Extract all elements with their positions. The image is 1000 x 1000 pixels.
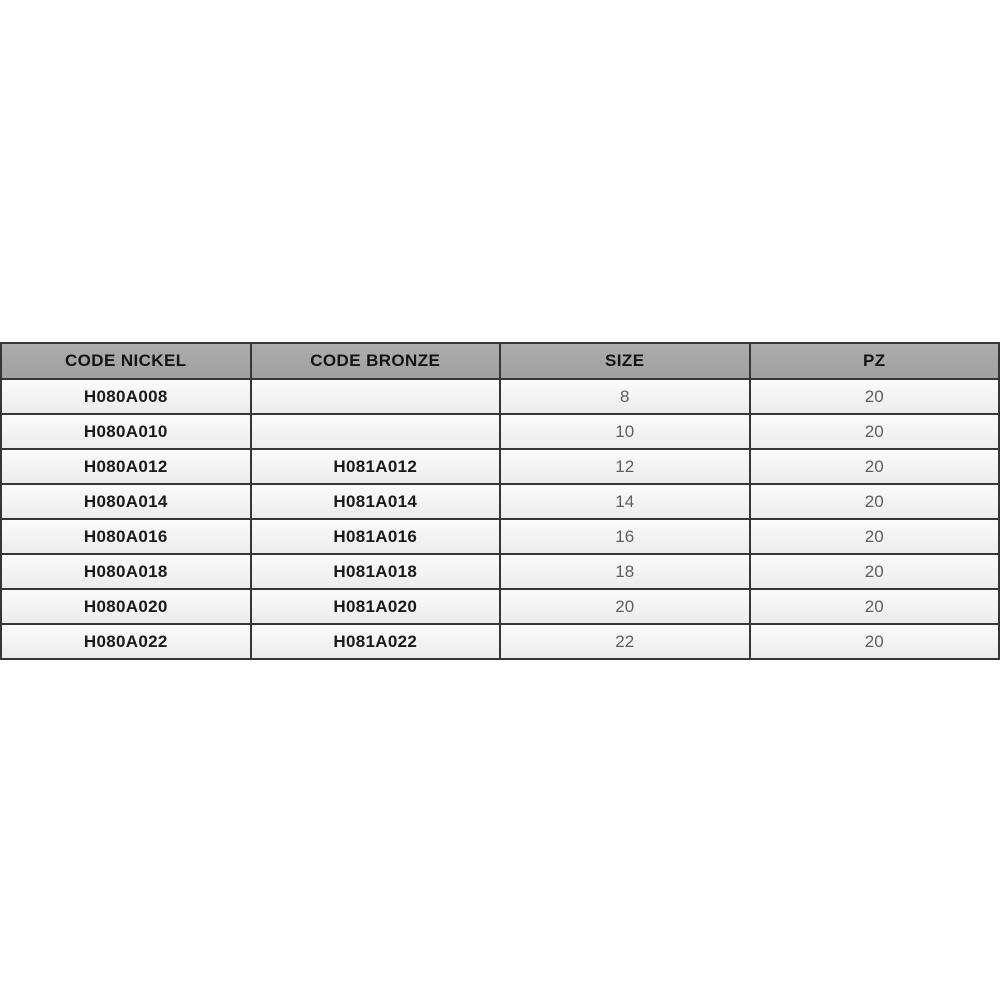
- cell-pz: 20: [750, 379, 1000, 414]
- cell-code-bronze: H081A016: [251, 519, 501, 554]
- cell-size: 14: [500, 484, 750, 519]
- cell-size: 8: [500, 379, 750, 414]
- cell-size: 22: [500, 624, 750, 659]
- cell-code-bronze: H081A020: [251, 589, 501, 624]
- cell-size: 18: [500, 554, 750, 589]
- column-header-size: SIZE: [500, 343, 750, 379]
- cell-size: 20: [500, 589, 750, 624]
- cell-size: 12: [500, 449, 750, 484]
- cell-pz: 20: [750, 554, 1000, 589]
- cell-pz: 20: [750, 414, 1000, 449]
- table-body: [1, 379, 999, 659]
- cell-size: 16: [500, 519, 750, 554]
- cell-code-bronze: [251, 379, 501, 414]
- cell-code-nickel: H080A012: [1, 449, 251, 484]
- cell-code-nickel: H080A014: [1, 484, 251, 519]
- cell-pz: 20: [750, 589, 1000, 624]
- table-row: [1, 449, 999, 484]
- column-header-code-nickel: CODE NICKEL: [1, 343, 251, 379]
- cell-code-bronze: H081A012: [251, 449, 501, 484]
- table-row: [1, 484, 999, 519]
- cell-code-nickel: H080A022: [1, 624, 251, 659]
- cell-code-nickel: H080A010: [1, 414, 251, 449]
- cell-code-nickel: H080A018: [1, 554, 251, 589]
- table-row: [1, 519, 999, 554]
- cell-code-bronze: H081A014: [251, 484, 501, 519]
- cell-code-nickel: H080A016: [1, 519, 251, 554]
- cell-pz: 20: [750, 519, 1000, 554]
- table-row: [1, 379, 999, 414]
- table-row: [1, 624, 999, 659]
- column-header-code-bronze: CODE BRONZE: [251, 343, 501, 379]
- cell-pz: 20: [750, 449, 1000, 484]
- cell-pz: 20: [750, 484, 1000, 519]
- cell-code-bronze: [251, 414, 501, 449]
- cell-code-bronze: H081A018: [251, 554, 501, 589]
- table-row: [1, 554, 999, 589]
- table-row: [1, 414, 999, 449]
- cell-code-bronze: H081A022: [251, 624, 501, 659]
- table-row: [1, 589, 999, 624]
- cell-size: 10: [500, 414, 750, 449]
- cell-code-nickel: H080A008: [1, 379, 251, 414]
- product-spec-table: [0, 342, 1000, 660]
- column-header-pz: PZ: [750, 343, 1000, 379]
- cell-code-nickel: H080A020: [1, 589, 251, 624]
- header-row: [1, 343, 999, 379]
- cell-pz: 20: [750, 624, 1000, 659]
